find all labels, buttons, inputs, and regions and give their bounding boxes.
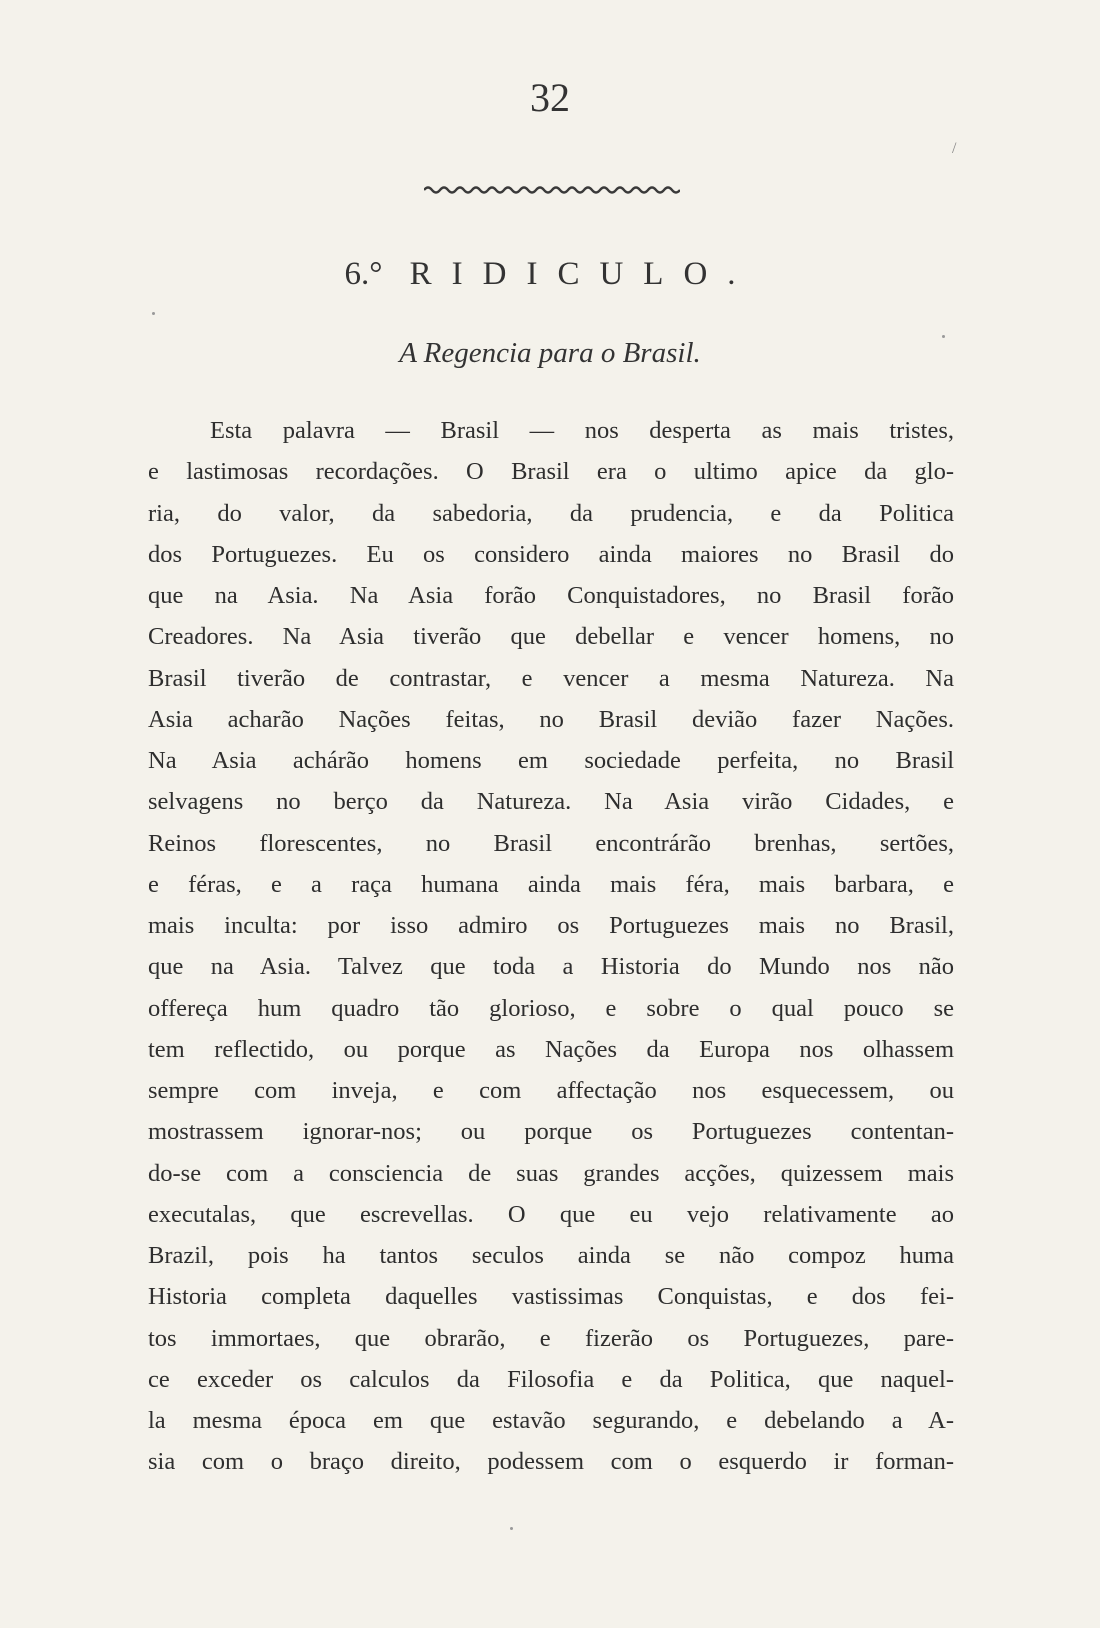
paper-speck — [152, 312, 155, 315]
section-title: RIDICULO. — [409, 256, 756, 292]
text-line: ria, do valor, da sabedoria, da prudencia, e da Politica — [148, 499, 954, 527]
page-number: 32 — [530, 75, 570, 120]
text-line: Brazil, pois ha tantos seculos ainda se não compoz huma — [148, 1242, 954, 1269]
section-number: 6.° — [344, 256, 383, 292]
text-line: que na Asia. Na Asia forão Conquistadores, no Brasil forão — [148, 582, 954, 609]
text-line: offereça hum quadro tão glorioso, e sobre o qual pouco se — [148, 994, 954, 1022]
text-line: Na Asia achárão homens em sociedade perfeita, no Brasil — [148, 747, 954, 774]
text-line: e féras, e a raça humana ainda mais féra, mais barbara, e — [148, 870, 954, 898]
text-line: selvagens no berço da Natureza. Na Asia virão Cidades, e — [148, 788, 954, 816]
paper-speck — [510, 1527, 513, 1530]
text-line: sempre com inveja, e com affectação nos esquecessem, ou — [148, 1077, 954, 1104]
body-text — [148, 410, 954, 1483]
text-line: Creadores. Na Asia tiverão que debellar e vencer homens, no — [148, 623, 954, 651]
text-line: la mesma época em que estavão segurando, e debelando a A- — [148, 1407, 954, 1434]
text-line: tem reflectido, ou porque as Nações da Europa nos olhassem — [148, 1035, 954, 1063]
text-line: do-se com a consciencia de suas grandes acções, quizessem mais — [148, 1159, 954, 1187]
stray-mark: / — [952, 140, 957, 157]
text-line: Historia completa daquelles vastissimas Conquistas, e dos fei- — [148, 1283, 954, 1311]
section-heading — [0, 256, 1100, 293]
text-line: mais inculta: por isso admiro os Portuguezes mais no Brasil, — [148, 912, 954, 939]
text-line: e lastimosas recordações. O Brasil era o ultimo apice da glo- — [148, 458, 954, 486]
text-line: tos immortaes, que obrarão, e fizerão os Portuguezes, pare- — [148, 1324, 954, 1352]
text-line: Esta palavra — Brasil — nos desperta as mais tristes, — [210, 417, 954, 444]
text-line: Brasil tiverão de contrastar, e vencer a mesma Natureza. Na — [148, 664, 954, 692]
decorative-rule — [424, 184, 680, 196]
text-line: Asia acharão Nações feitas, no Brasil devião fazer Nações. — [148, 705, 954, 733]
text-line: dos Portuguezes. Eu os considero ainda maiores no Brasil do — [148, 540, 954, 568]
text-line: executalas, que escrevellas. O que eu vejo relativamente ao — [148, 1200, 954, 1228]
text-line: sia com o braço direito, podessem com o esquerdo ir forman- — [148, 1448, 954, 1476]
section-subtitle: A Regencia para o Brasil. — [399, 337, 701, 369]
text-line: ce exceder os calculos da Filosofia e da Politica, que naquel- — [148, 1365, 954, 1393]
text-line: Reinos florescentes, no Brasil encontrárão brenhas, sertões, — [148, 829, 954, 857]
text-line: mostrassem ignorar-nos; ou porque os Portuguezes contentan- — [148, 1118, 954, 1146]
text-line: que na Asia. Talvez que toda a Historia do Mundo nos não — [148, 953, 954, 981]
